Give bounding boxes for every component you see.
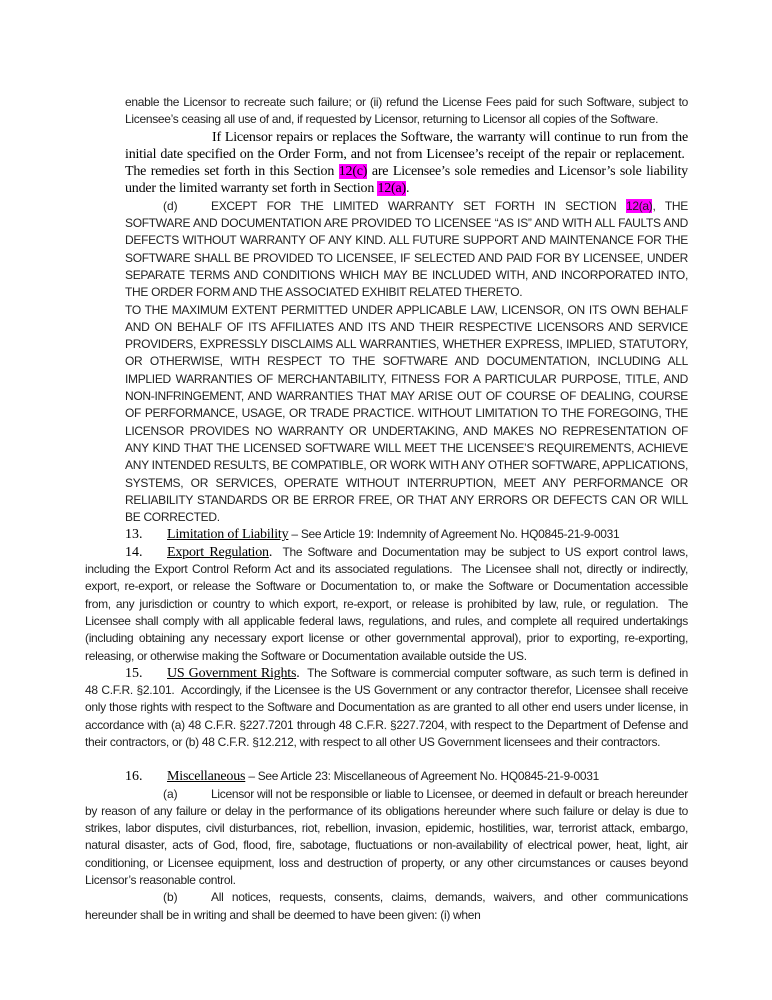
warranty-disclaimer-d: [125, 198, 688, 302]
sec-16b-notices: [85, 889, 688, 924]
refund-continuation: [125, 94, 688, 129]
text-run: .: [296, 665, 300, 681]
text-run: enable the Licensor to recreate such failure; or (ii) refund the License Fees paid for such Software, subject to Licensee’s ceasing all use of and, if requested by Licensor, returning to Licensor all copies of the Software.: [125, 95, 688, 127]
highlighted-section-ref: 12(c): [338, 164, 368, 180]
document-body: [85, 94, 688, 924]
text-run: Licensor will not be responsible or liable to Licensee, or deemed in default or breach hereunder by reason of any failure or delay in the performance of its obligations hereunder where such failure or delay is due to strikes, labor disputes, civil disturbances, riot, rebellion, invasion, epidemic, hostilities, war, terrorist attack, embargo, natural disaster, acts of God, flood, fire, sabotage, fluctuations or non-availability of electrical power, heat, light, air conditioning, or Licensee equipment, loss and destruction of property, or any other circumstances or causes beyond Licensor’s reasonable control.: [85, 786, 688, 888]
clause-label: 16.: [125, 769, 143, 785]
section-heading: US Government Rights: [167, 665, 297, 681]
clause-label: 15.: [125, 665, 143, 681]
section-heading: Export Regulation: [167, 544, 269, 560]
sec-14-export-regulation: [85, 544, 688, 665]
clause-label: 14.: [125, 544, 143, 560]
section-heading: Miscellaneous: [167, 769, 246, 785]
text-run: are Licensee’s sole remedies and Licensor’s sole liability under the limited warranty set forth in Section: [125, 164, 688, 197]
clause-label: (b): [163, 890, 178, 905]
text-run: TO THE MAXIMUM EXTENT PERMITTED UNDER APPLICABLE LAW, LICENSOR, ON ITS OWN BEHALF AND ON BEHALF OF ITS AFFILIATES AND ITS AND THEIR RESPECTIVE LICENSORS AND SERVICE PROVIDERS, EXPRESSLY DISCLAIMS ALL WARRANTIES, WHETHER EXPRESS, IMPLIED, STATUTORY, OR OTHERWISE, WITH RESPECT TO THE SOFTWARE AND DOCUMENTATION, INCLUDING ALL IMPLIED WARRANTIES OF MERCHANTABILITY, FITNESS FOR A PARTICULAR PURPOSE, TITLE, AND NON-INFRINGEMENT, AND WARRANTIES THAT MAY ARISE OUT OF COURSE OF DEALING, COURSE OF PERFORMANCE, USAGE, OR TRADE PRACTICE. WITHOUT LIMITATION TO THE FOREGOING, THE LICENSOR PROVIDES NO WARRANTY OR UNDERTAKING, AND MAKES NO REPRESENTATION OF ANY KIND THAT THE LICENSED SOFTWARE WILL MEET THE LICENSEE’S REQUIREMENTS, ACHIEVE ANY INTENDED RESULTS, BE COMPATIBLE, OR WORK WITH ANY OTHER SOFTWARE, APPLICATIONS, SYSTEMS, OR SERVICES, OPERATE WITHOUT INTERRUPTION, MEET ANY PERFORMANCE OR RELIABILITY STANDARDS OR BE ERROR FREE, OR THAT ANY ERRORS OR DEFECTS CAN OR WILL BE CORRECTED.: [125, 302, 688, 525]
sec-16-miscellaneous: [85, 768, 688, 785]
text-run: The Software and Documentation may be subject to US export control laws, including the Export Control Reform Act and its associated regulations. The Licensee shall not, directly or indirectly, export, re-export, or release the Software or Documentation to, or make the Software or Documentation accessible from, any jurisdiction or country to which export, re-export, or release is prohibited by law, rule, or regulation. The Licensee shall comply with all applicable federal laws, regulations, and rules, and complete all required undertakings (including obtaining any necessary export license or other governmental approval), prior to exporting, re-exporting, releasing, or otherwise making the Software or Documentation available outside the US.: [85, 544, 689, 663]
text-run: .: [268, 544, 273, 560]
section-heading: Limitation of Liability: [167, 527, 289, 543]
text-run: If Licensor repairs or replaces the Software, the warranty will continue to run from the initial date specified on the Order Form, and not from Licensee’s receipt of the repair or replacement. The remedies set forth in this Section: [125, 129, 688, 180]
text-run: – See Article 19: Indemnity of Agreement No. HQ0845-21-9-0031: [288, 527, 620, 542]
text-run: – See Article 23: Miscellaneous of Agreement No. HQ0845-21-9-0031: [245, 769, 600, 784]
sec-13-limitation-of-liability: [85, 526, 688, 543]
sec-16a-force-majeure: [85, 786, 688, 890]
clause-label: 13.: [125, 527, 143, 543]
text-run: .: [406, 181, 410, 197]
text-run: The Software is commercial computer software, as such term is defined in 48 C.F.R. §2.101. Accordingly, if the Licensee is the US Government or any contractor therefor, Licensee shall receive only those rights with respect to the Software and Documentation as are granted to all other end users under license, in accordance with (a) 48 C.F.R. §227.7201 through 48 C.F.R. §227.7204, with respect to the Department of Defense and their contractors, or (b) 48 C.F.R. §12.212, with respect to all other US Government licensees and their contractors.: [85, 665, 688, 749]
clause-label: (a): [163, 786, 178, 801]
highlighted-section-ref: 12(a): [377, 181, 406, 197]
sec-15-us-government-rights: [85, 665, 688, 751]
clause-label: (d): [163, 198, 178, 213]
warranty-disclaimer-caps: [125, 302, 688, 527]
text-run: EXCEPT FOR THE LIMITED WARRANTY SET FORTH IN SECTION: [211, 198, 626, 213]
text-run: All notices, requests, consents, claims, demands, waivers, and other communications hereunder shall be in writing and shall be deemed to have been given: (i) when: [85, 890, 688, 922]
text-run: , THE SOFTWARE AND DOCUMENTATION ARE PROVIDED TO LICENSEE “AS IS” AND WITH ALL FAULTS AND DEFECTS WITHOUT WARRANTY OF ANY KIND. ALL FUTURE SUPPORT AND MAINTENANCE FOR THE SOFTWARE SHALL BE PROVIDED TO LICENSEE, IF SELECTED AND PAID FOR BY LICENSEE, UNDER SEPARATE TERMS AND CONDITIONS WHICH MAY BE INCLUDED WITH, AND INCORPORATED INTO, THE ORDER FORM AND THE ASSOCIATED EXHIBIT RELATED THERETO.: [125, 198, 688, 300]
highlighted-section-ref: 12(a): [625, 198, 653, 213]
warranty-repair-remedies: [125, 129, 688, 198]
